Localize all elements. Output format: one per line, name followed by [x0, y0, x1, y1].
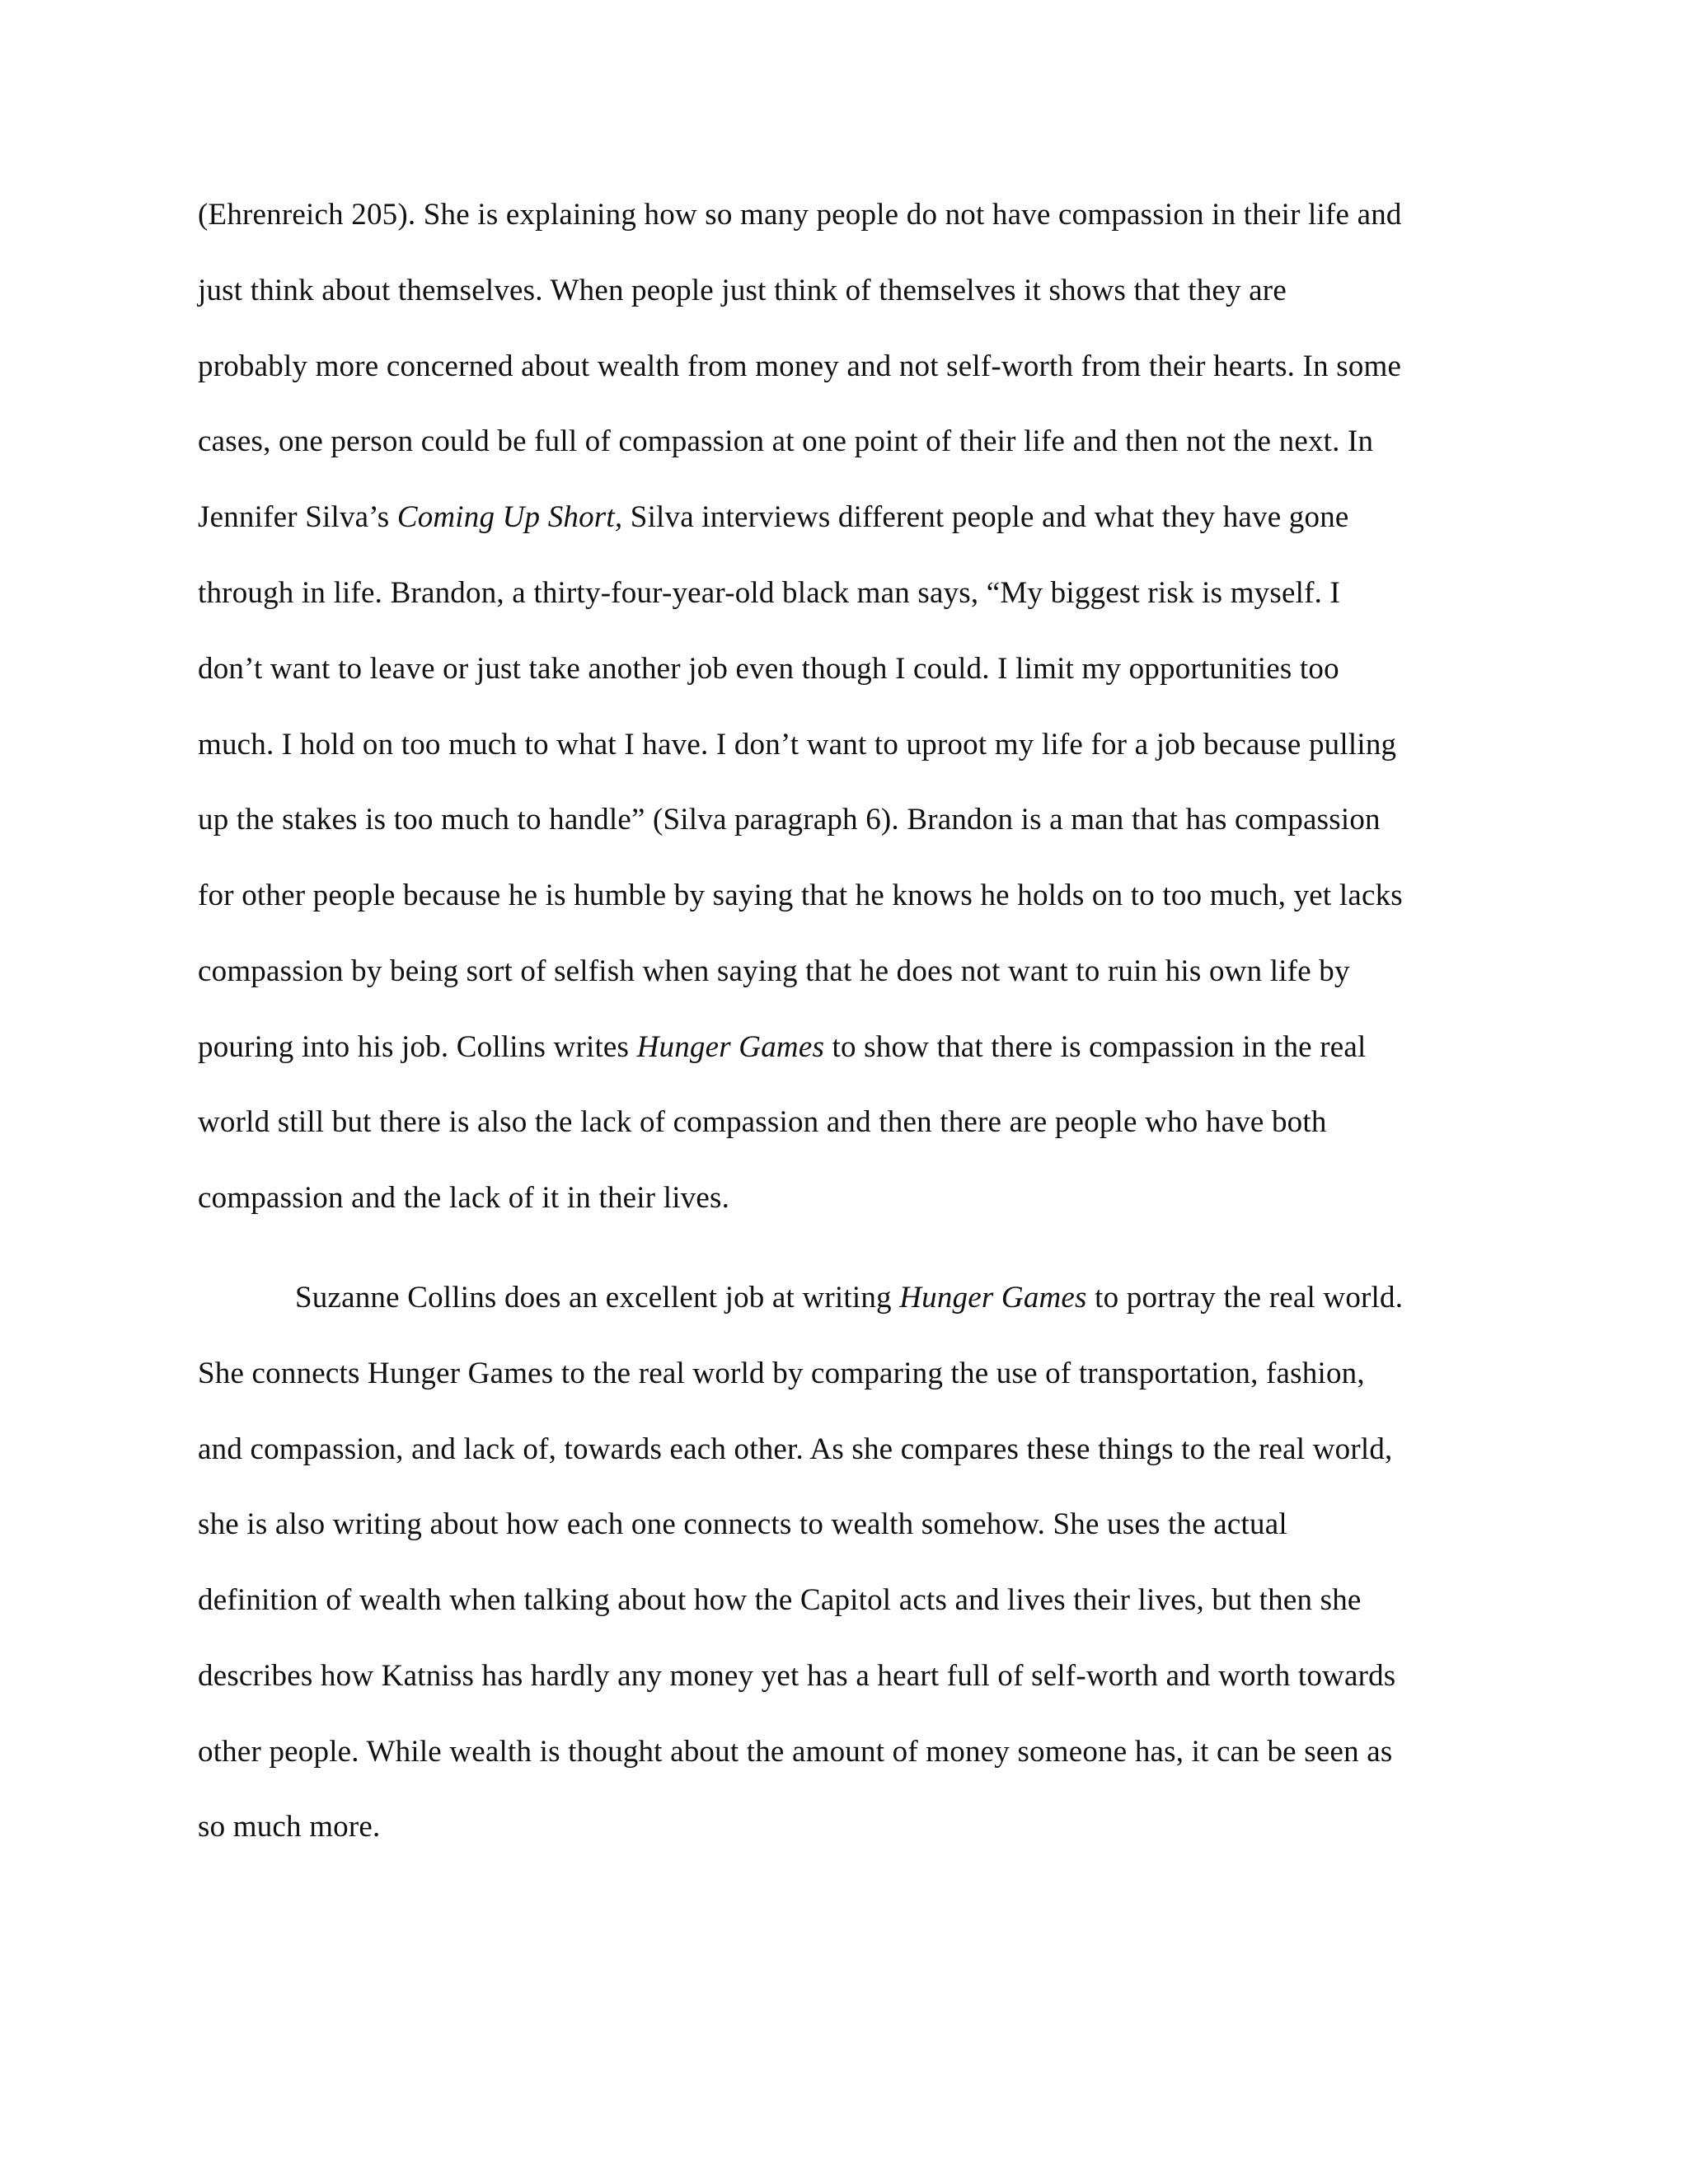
text-line	[198, 271, 1287, 311]
text-line	[198, 1657, 1395, 1696]
line-text: (Ehrenreich 205). She is explaining how so many people do not have compassion in their life and	[198, 198, 1402, 232]
text-line	[198, 1028, 1366, 1067]
line-text: just think about themselves. When people just think of themselves it shows that they are	[198, 274, 1287, 307]
line-text: world still but there is also the lack of compassion and then there are people who have both	[198, 1105, 1327, 1139]
text-line	[198, 574, 1340, 613]
line-text: Jennifer Silva’s	[198, 500, 397, 534]
line-text: compassion by being sort of selfish when saying that he does not want to ruin his own life by	[198, 954, 1350, 988]
line-text: through in life. Brandon, a thirty-four-year-old black man says, “My biggest risk is myself. I	[198, 576, 1341, 610]
book-title: Hunger Games	[899, 1281, 1087, 1315]
line-text: describes how Katniss has hardly any money yet has a heart full of self-worth and worth towards	[198, 1659, 1396, 1693]
line-text: to portray the real world.	[1086, 1281, 1404, 1315]
text-line	[198, 1505, 1287, 1544]
line-text: she is also writing about how each one connects to wealth somehow. She uses the actual	[198, 1507, 1287, 1541]
line-text: She connects Hunger Games to the real world by comparing the use of transportation, fashion,	[198, 1357, 1365, 1390]
text-line	[198, 725, 1396, 765]
text-line	[198, 422, 1373, 462]
text-line	[198, 649, 1339, 689]
line-text: don’t want to leave or just take another job even though I could. I limit my opportunities too	[198, 652, 1339, 686]
line-text: Silva interviews different people and what they have gone	[622, 500, 1349, 534]
line-text: Suzanne Collins does an excellent job at writing	[295, 1281, 900, 1315]
text-line	[198, 1807, 380, 1847]
line-text: probably more concerned about wealth from money and not self-worth from their hearts. In some	[198, 349, 1402, 383]
text-line	[198, 1430, 1392, 1469]
text-line	[198, 1581, 1362, 1620]
text-line	[198, 498, 1349, 537]
line-text: and compassion, and lack of, towards each other. As she compares these things to the real world,	[198, 1432, 1393, 1466]
line-text: up the stakes is too much to handle” (Silva paragraph 6). Brandon is a man that has compassion	[198, 803, 1381, 837]
text-line	[198, 1354, 1365, 1394]
line-text: other people. While wealth is thought about the amount of money someone has, it can be seen as	[198, 1735, 1393, 1769]
text-line	[198, 1179, 729, 1218]
line-text: much. I hold on too much to what I have. I don’t want to uproot my life for a job because pulling	[198, 728, 1397, 762]
text-line	[198, 347, 1401, 387]
text-line	[198, 195, 1402, 235]
book-title: Coming Up Short,	[396, 500, 623, 534]
text-line	[198, 1732, 1392, 1772]
line-text: for other people because he is humble by saying that he knows he holds on to too much, yet lacks	[198, 879, 1403, 912]
line-text: pouring into his job. Collins writes	[198, 1030, 637, 1064]
text-line	[198, 800, 1381, 840]
line-text: definition of wealth when talking about how the Capitol acts and lives their lives, but then she	[198, 1583, 1362, 1617]
text-line	[295, 1278, 1403, 1318]
book-title: Hunger Games	[636, 1030, 825, 1064]
line-text: so much more.	[198, 1810, 381, 1844]
line-text: cases, one person could be full of compassion at one point of their life and then not the next. In	[198, 424, 1374, 458]
text-line	[198, 952, 1350, 991]
line-text: to show that there is compassion in the real	[824, 1030, 1367, 1064]
line-text: compassion and the lack of it in their lives.	[198, 1181, 730, 1215]
text-line	[198, 1103, 1327, 1142]
text-line	[198, 876, 1403, 916]
